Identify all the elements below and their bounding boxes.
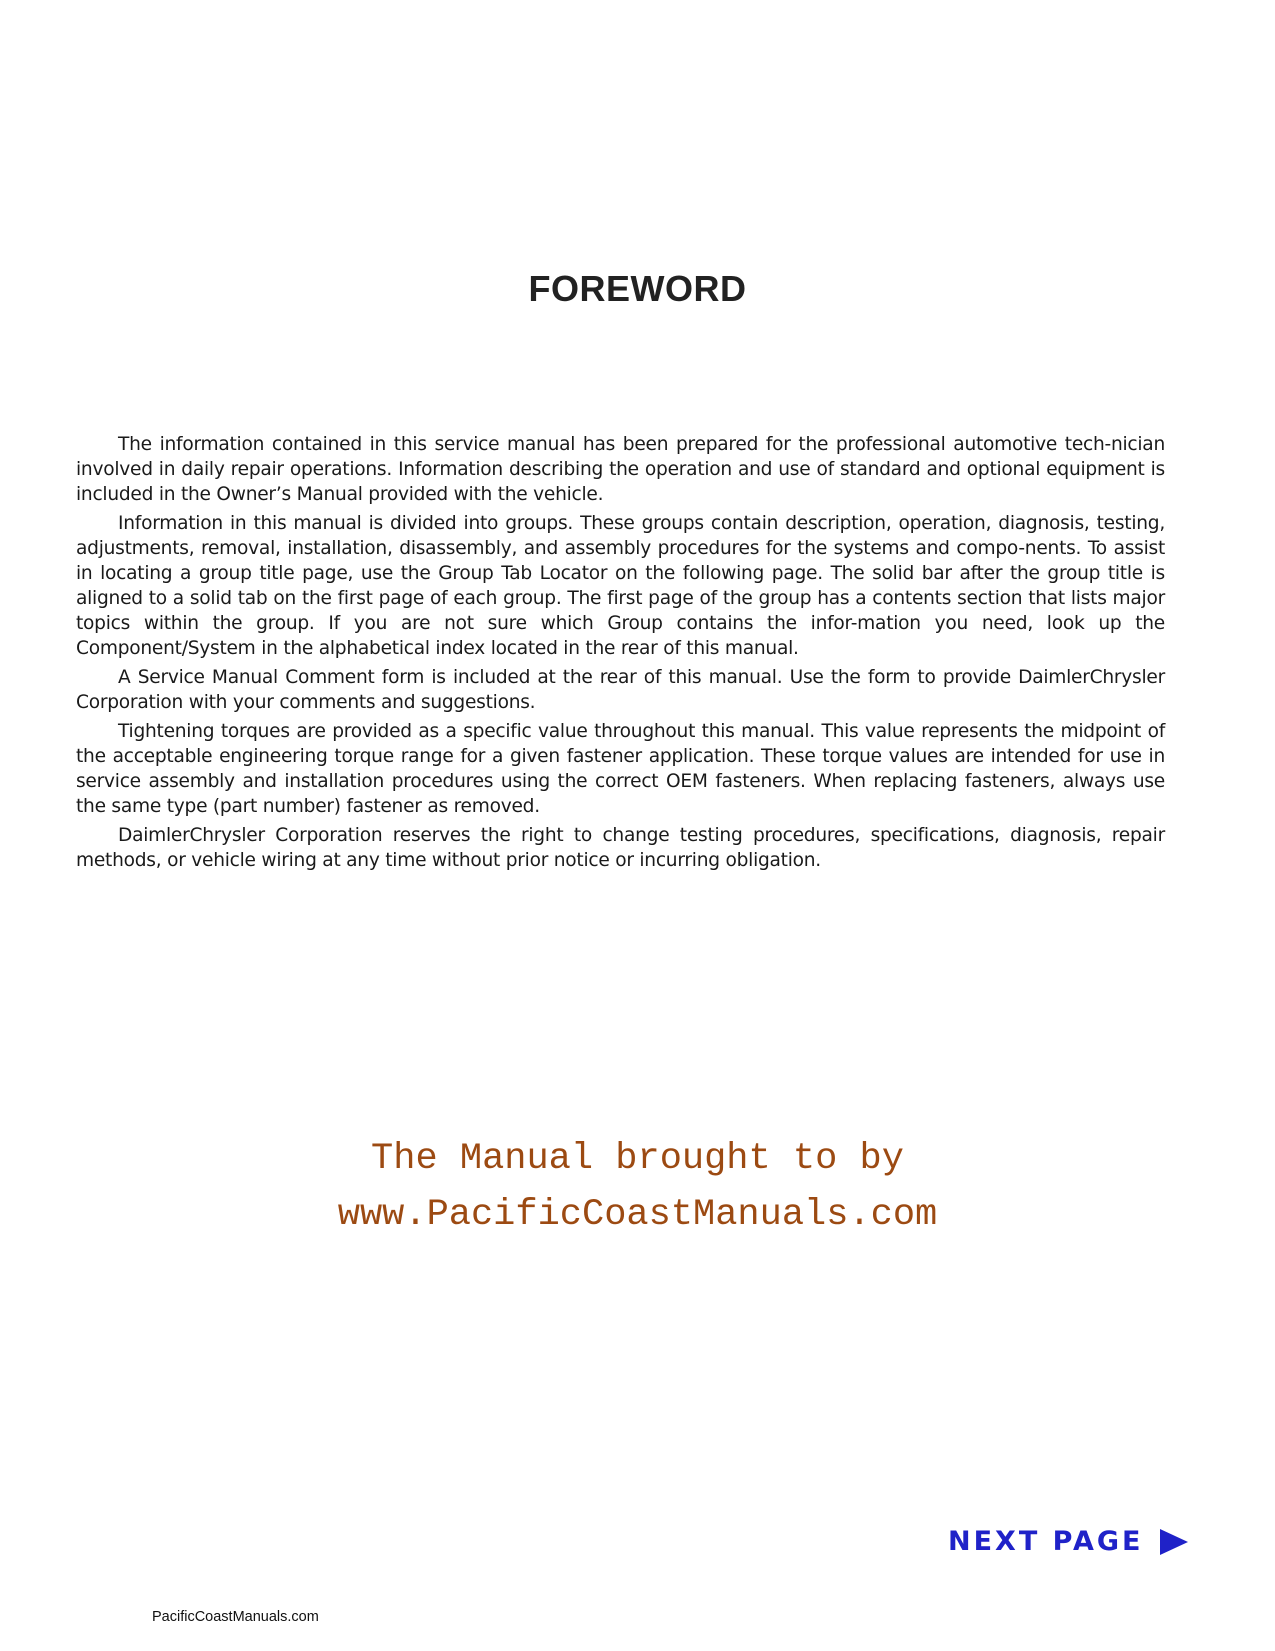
foreword-body bbox=[76, 432, 1165, 877]
next-page-label: NEXT PAGE bbox=[948, 1526, 1144, 1557]
footer-site-name: PacificCoastManuals.com bbox=[152, 1609, 319, 1625]
promo-line-2[interactable]: www.PacificCoastManuals.com bbox=[337, 1194, 938, 1236]
paragraph-disclaimer: DaimlerChrysler Corporation reserves the right to change testing procedures, specifications, diagnosis, repair methods, or vehicle wiring at any time without prior notice or incurring obligation. bbox=[76, 825, 1165, 871]
paragraph-comment-form: A Service Manual Comment form is included at the rear of this manual. Use the form to provide DaimlerChrysler Corporation with your comments and suggestions. bbox=[76, 667, 1165, 713]
paragraph-groups: Information in this manual is divided into groups. These groups contain description, operation, diagnosis, testing, adjustments, removal, installation, disassembly, and assembly procedures for the systems and compo-nents. To assist in locating a group title page, use the Group Tab Locator on the following page. The solid bar after the group title is aligned to a solid tab on the first page of each group. The first page of the group has a contents section that lists major topics within the group. If you are not sure which Group contains the infor-mation you need, look up the Component/System in the alphabetical index located in the rear of this manual. bbox=[76, 513, 1165, 659]
play-arrow-icon bbox=[1160, 1529, 1188, 1555]
paragraph-intro: The information contained in this service manual has been prepared for the professional automotive tech-nician involved in daily repair operations. Information describing the operation and use of standard and optional equipment is included in the Owner’s Manual provided with the vehicle. bbox=[76, 434, 1165, 505]
next-page-button[interactable] bbox=[948, 1526, 1188, 1557]
page-title: FOREWORD bbox=[528, 268, 747, 309]
promo-line-1: The Manual brought to by bbox=[371, 1138, 904, 1180]
paragraph-torques: Tightening torques are provided as a specific value throughout this manual. This value represents the midpoint of the acceptable engineering torque range for a given fastener application. These torque values are intended for use in service assembly and installation procedures using the correct OEM fasteners. When replacing fasteners, always use the same type (part number) fastener as removed. bbox=[76, 721, 1165, 817]
